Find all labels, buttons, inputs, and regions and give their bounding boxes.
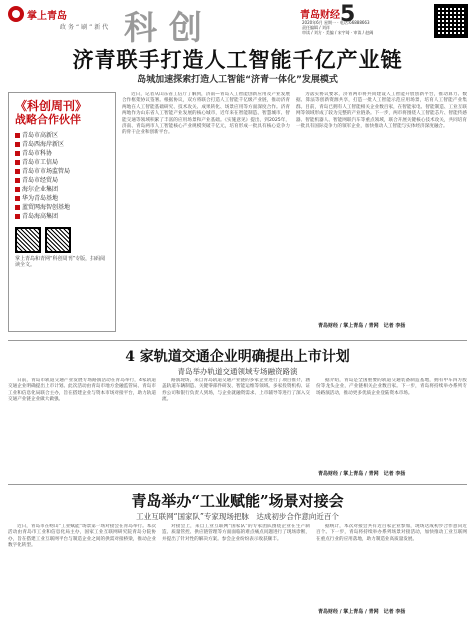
partner-item: 青岛市科协 (15, 149, 109, 158)
partner-item: 华为青岛基地 (15, 194, 109, 203)
sidebar-subtitle: 战略合作伙伴 (15, 113, 81, 126)
article-byline: 青岛财经 / 掌上青岛 / 青网 记者 李扬 (318, 471, 406, 477)
bullet-square-icon (15, 196, 20, 201)
article-body-column: 近日，记者从山东省工信厅了解到，济南—青岛人工智能创新应用及产业发展合作框架协议签署。根据协议，双方将联合打造人工智能千亿级产业链，推动济青两地在人工智能基础研究、技术攻关、成果转化、场景应用等方面深度合作。济青两地作为山东省人工智能产业发展的核心城市，近年来在智能制造、智慧城市、智能交通等领域积累了丰富的应用场景和产业基础。《实施意见》提出，到2025年，济南、青岛两市人工智能核心产业规模突破千亿元，培育形成一批具有核心竞争力的骨干企业和创新平台。 (122, 92, 290, 136)
qr-code-icon[interactable] (15, 227, 41, 253)
article-body-column: 据介绍，青岛是全国重要的轨道交通装备制造基地，拥有中车四方股份等龙头企业，产业链相关企业数百家。下一步，青岛将持续举办系列专场路演活动，推动更多优质企业登陆资本市场。 (316, 378, 467, 396)
slogan: 政务“刷”新代 (60, 24, 111, 31)
article-body-column: 对接会上，来自工业互联网“国家队”的专家团队围绕企业在生产制造、质量管控、供应链管理等方面面临的难点痛点问题进行了现场诊断，并提出了针对性的解决方案。参会企业纷纷表示收获颇丰。 (162, 524, 310, 542)
bullet-square-icon (15, 142, 20, 147)
article3-headline[interactable]: 青岛举办“工业赋能”场景对接会 (131, 492, 344, 510)
partner-item: 青岛市经贸局 (15, 176, 109, 185)
partner-item: 青岛市市场监管局 (15, 167, 109, 176)
page-number: 5 (340, 2, 356, 27)
partner-item: 青岛市高新区 (15, 131, 109, 140)
bullet-square-icon (15, 151, 20, 156)
meta-line: 责任编辑 / 刘祥 (302, 25, 330, 30)
bullet-square-icon (15, 178, 20, 183)
bullet-square-icon (15, 133, 20, 138)
article3-subhead: 工业互联网“国家队”专家现场把脉 达成初步合作意向近百个 (136, 512, 339, 521)
article2-headline[interactable]: 4 家轨道交通企业明确提出上市计划 (125, 349, 350, 365)
partner-item: 海尔企业集团 (15, 185, 109, 194)
bullet-square-icon (15, 214, 20, 219)
brand-logo[interactable] (8, 6, 67, 22)
bullet-square-icon (15, 169, 20, 174)
paper-name: 青岛财经 (300, 10, 340, 21)
main-subhead: 岛城加速探索打造人工智能“济青一体化”发展模式 (137, 75, 338, 85)
meta-line: 2020年6月 星期一 · 电话:66888663 (302, 20, 370, 25)
partner-item: 青岛市工信局 (15, 158, 109, 167)
section-divider (8, 484, 467, 485)
article-byline: 青岛财经 / 掌上青岛 / 青网 记者 李扬 (318, 323, 406, 329)
bullet-square-icon (15, 205, 20, 210)
partner-item: 青岛海高集团 (15, 212, 109, 221)
article-body-column: 为落实协议要求，济青两市将共同建设人工智能开放创新平台，推动算力、数据、算法等创新资源共享，打造一批人工智能示范应用场景，培育人工智能产业集群。目前，青岛已拥有人工智能相关企业数百家，在智能家电、智能制造、工业互联网等领域形成了较为完整的产业链条。下一步，两市将围绕人工智能芯片、智能传感器、智能机器人、智能网联汽车等重点领域，联合开展关键核心技术攻关，共同培育一批具有国际竞争力的领军企业，加快推动人工智能与实体经济深度融合。 (296, 92, 467, 130)
partner-sidebar (8, 92, 116, 332)
main-headline[interactable]: 济青联手打造人工智能千亿产业链 (72, 47, 403, 72)
article-body-column: 近日，青岛市在崂山“工业赋能”场景第一场对接会在青岛举行。本次活动由青岛市工业和信息化局主办，国家工业互联网研究院青岛分院协办，旨在搭建工业互联网平台与制造企业之间的供需对接桥梁，推动企业数字化转型。 (8, 524, 156, 549)
qr-code-icon[interactable] (45, 227, 71, 253)
partner-item: 青岛西海岸新区 (15, 140, 109, 149)
qr-code-icon (434, 4, 468, 38)
partner-list (15, 131, 109, 221)
article-body-column: 日前，青岛市轨道交通产业发展专场路演活动在青岛举行，4家轨道交通企业明确提出上市计划。此次活动由青岛市地方金融监管局、青岛市工业和信息化局联合主办，旨在搭建企业与资本市场对接平台，助力轨道交通产业链企业做大做强。 (8, 378, 156, 403)
issue-meta (302, 20, 373, 35)
section-divider (8, 340, 467, 341)
sidebar-caption: 掌上青岛和青网“科创周刊”专版，扫码阅读全文。 (15, 256, 106, 268)
article2-subhead: 青岛举办轨道交通领域专场融资路演 (177, 367, 298, 376)
sidebar-qr-codes (15, 227, 109, 253)
article-body-column: 据统计，本次对接会共有近百家企业参加，现场达成初步合作意向近百个。下一步，青岛将持续举办系列场景对接活动，加快推动工业互联网在重点行业的应用落地，助力制造业高质量发展。 (316, 524, 467, 542)
sidebar-title: 《科创周刊》 (15, 99, 88, 113)
section-title: 科创 (124, 8, 214, 47)
meta-line: 审读 / 刘方 · 美编 / 宋宇琦 · 审读 / 赵阔 (302, 30, 374, 35)
bullet-square-icon (15, 187, 20, 192)
article-body-column: 路演现场，来自青岛轨道交通产业链的多家企业进行了项目推介，涵盖轨道车辆制造、关键零部件研发、智能运维等领域。多家投资机构、证券公司和银行负责人到场，与企业就融资需求、上市辅导等进行了深入交流。 (162, 378, 310, 403)
bullet-square-icon (15, 160, 20, 165)
article-byline: 青岛财经 / 掌上青岛 / 青网 记者 李扬 (318, 609, 406, 615)
partner-item: 蓝贸网海智创基地 (15, 203, 109, 212)
masthead (0, 0, 475, 47)
logo-icon (8, 6, 24, 22)
brand-name: 掌上青岛 (27, 10, 67, 22)
